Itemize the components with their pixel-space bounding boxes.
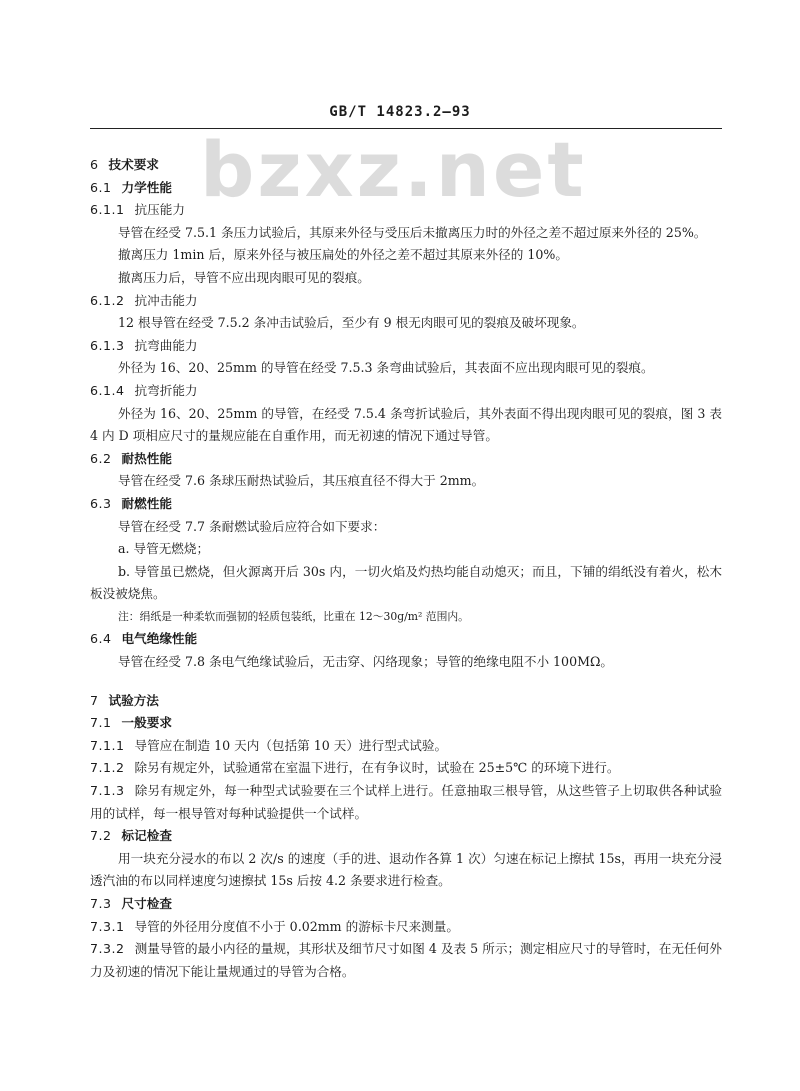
subsection-heading: [90, 493, 722, 516]
clause-heading: [90, 290, 722, 313]
section-number: 6.4: [90, 631, 112, 647]
section-title: 力学性能: [121, 179, 172, 195]
section-number: 6.2: [90, 450, 112, 466]
paragraph: 外径为 16、20、25mm 的导管，在经受 7.5.4 条弯折试验后，其外表面不得出现肉眼可见的裂痕，图 3 表 4 内 D 项相应尺寸的量规应能在自重作用，而无初速的情况下通过导管。: [90, 405, 722, 444]
watermark: bzxz.net: [200, 125, 587, 214]
clause-text: 导管的外径用分度值不小于 0.02mm 的游标卡尺来测量。: [134, 918, 459, 934]
subsection-heading: [90, 628, 722, 651]
note: 注：绢纸是一种柔软而强韧的轻质包装纸，比重在 12～30g/m² 范围内。: [118, 609, 469, 623]
section-title: 试验方法: [108, 692, 159, 708]
section-number: 7.2: [90, 828, 112, 844]
section-title: 抗冲击能力: [134, 292, 198, 308]
section-number: 7.1: [90, 715, 112, 731]
clause-text: 除另有规定外，每一种型式试验要在三个试样上进行。任意抽取三根导管，从这些管子上切取供各种试验用的试样，每一根导管对每种试验提供一个试样。: [90, 783, 722, 821]
section-title: 抗压能力: [134, 202, 185, 218]
clause-text: 测量导管的最小内径的量规，其形状及细节尺寸如图 4 及表 5 所示；测定相应尺寸的导管时，在无任何外力及初速的情况下能让量规通过的导管为合格。: [90, 941, 722, 979]
section-number: 7.3.2: [90, 941, 125, 957]
section-number: 6.1.2: [90, 292, 125, 308]
subsection-heading: [90, 448, 722, 471]
clause: [90, 916, 722, 939]
list-item: b. 导管虽已燃烧，但火源离开后 30s 内，一切火焰及灼热均能自动熄灭；而且，下铺的绢纸没有着火，松木板没被烧焦。: [90, 563, 722, 602]
section-title: 电气绝缘性能: [121, 631, 198, 647]
section-number: 6.1: [90, 179, 112, 195]
subsection-heading: [90, 177, 722, 200]
section-title: 抗弯折能力: [134, 382, 198, 398]
clause-text: 除另有规定外，试验通常在室温下进行，在有争议时，试验在 25±5℃ 的环境下进行。: [134, 760, 620, 776]
section-number: 7: [90, 692, 99, 708]
paragraph: 用一块充分浸水的布以 2 次/s 的速度（手的进、退动作各算 1 次）匀速在标记上擦拭 15s，再用一块充分浸透汽油的布以同样速度匀速擦拭 15s 后按 4.2 条要求进行检查。: [90, 850, 722, 889]
section-title: 耐热性能: [121, 450, 172, 466]
section-heading: [90, 154, 722, 177]
clause-text: 导管应在制造 10 天内（包括第 10 天）进行型式试验。: [134, 737, 448, 753]
section-number: 6.3: [90, 495, 112, 511]
clause: [90, 938, 722, 983]
section-title: 技术要求: [108, 157, 159, 172]
paragraph: 导管在经受 7.5.1 条压力试验后，其原来外径与受压后未撤离压力时的外径之差不超过原来外径的 25%。: [118, 224, 707, 240]
section-number: 7.3: [90, 896, 112, 911]
section-number: 6.1.1: [90, 202, 125, 218]
subsection-heading: [90, 893, 722, 916]
section-number: 7.1.3: [90, 783, 125, 799]
section-title: 尺寸检查: [121, 896, 172, 911]
clause: [90, 735, 722, 758]
subsection-heading: [90, 712, 722, 735]
clause: [90, 757, 722, 780]
document-body: [90, 152, 722, 983]
clause-heading: [90, 380, 722, 403]
section-number: 7.1.1: [90, 737, 125, 753]
list-item: a. 导管无燃烧；: [118, 541, 210, 557]
clause-heading: [90, 335, 722, 358]
paragraph: 导管在经受 7.8 条电气绝缘试验后，无击穿、闪络现象；导管的绝缘电阻不小 100MΩ。: [118, 654, 614, 670]
section-heading: [90, 690, 722, 713]
section-title: 一般要求: [121, 715, 172, 731]
paragraph: 12 根导管在经受 7.5.2 条冲击试验后，至少有 9 根无肉眼可见的裂痕及破坏现象。: [118, 315, 585, 331]
clause: [90, 780, 722, 825]
section-number: 7.1.2: [90, 760, 125, 776]
section-number: 6.1.4: [90, 382, 125, 398]
spacer: [90, 674, 722, 688]
paragraph: 导管在经受 7.7 条耐燃试验后应符合如下要求：: [118, 518, 386, 534]
section-number: 7.3.1: [90, 918, 125, 934]
section-title: 抗弯曲能力: [134, 337, 198, 353]
standard-code-header: GB/T 14823.2—93: [329, 104, 471, 120]
paragraph: 外径为 16、20、25mm 的导管在经受 7.5.3 条弯曲试验后，其表面不应出现肉眼可见的裂痕。: [118, 360, 654, 376]
section-title: 标记检查: [121, 828, 172, 844]
subsection-heading: [90, 825, 722, 848]
paragraph: 撤离压力 1min 后，原来外径与被压扁处的外径之差不超过其原来外径的 10%。: [118, 247, 568, 263]
section-number: 6.1.3: [90, 337, 125, 353]
section-title: 耐燃性能: [121, 495, 172, 511]
paragraph: 撤离压力后，导管不应出现肉眼可见的裂痕。: [118, 269, 370, 285]
section-number: 6: [90, 157, 99, 172]
paragraph: 导管在经受 7.6 条球压耐热试验后，其压痕直径不得大于 2mm。: [118, 473, 485, 489]
clause-heading: [90, 199, 722, 222]
